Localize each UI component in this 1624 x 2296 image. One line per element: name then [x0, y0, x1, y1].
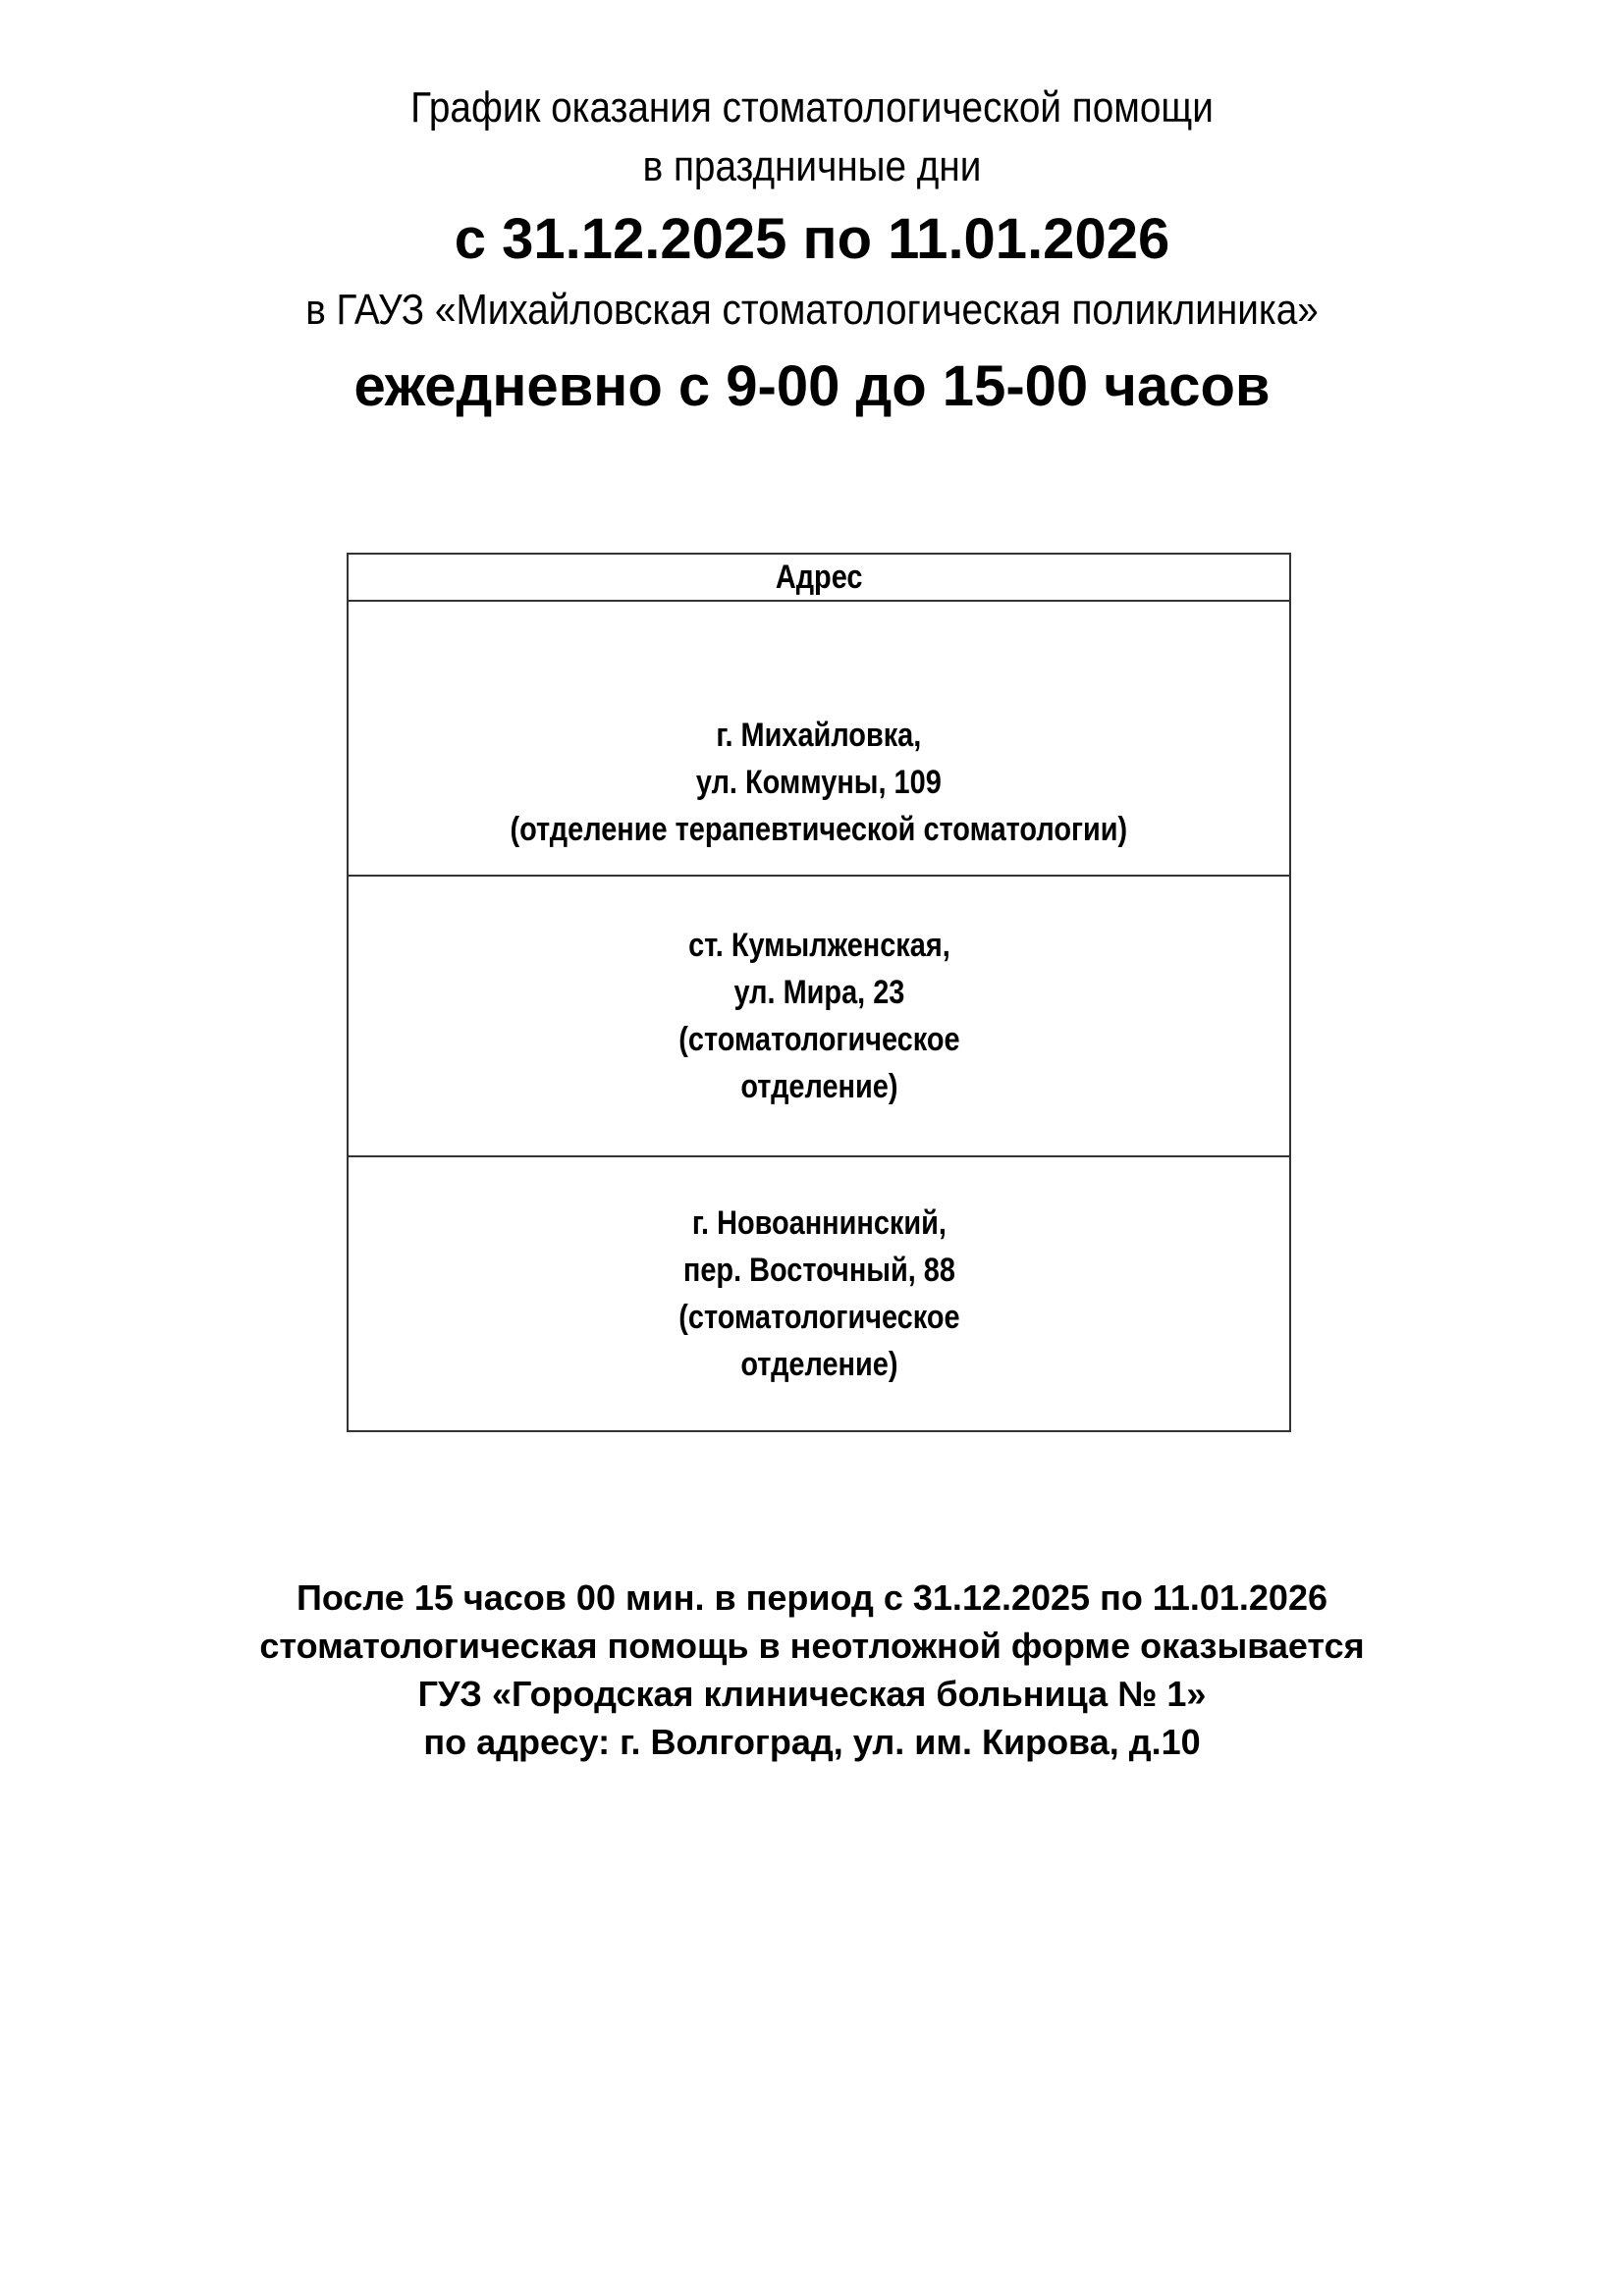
schedule-subtitle: в праздничные дни — [642, 142, 982, 190]
address-line: (стоматологическое — [677, 1299, 960, 1336]
document-header — [0, 79, 1624, 426]
table-header-row — [348, 554, 1290, 601]
address-line: (отделение терапевтической стоматологии) — [510, 811, 1128, 848]
table-row — [348, 876, 1290, 1156]
address-column-header-label: Адрес — [775, 558, 863, 596]
address-table — [347, 553, 1291, 1432]
working-hours: ежедневно с 9-00 до 15-00 часов — [353, 354, 1271, 418]
institution-name: в ГАУЗ «Михайловская стоматологическая поликлиника» — [305, 286, 1319, 334]
address-line: пер. Восточный, 88 — [682, 1252, 955, 1289]
address-line: ст. Кумылженская, — [687, 927, 950, 964]
address-line: отделение) — [739, 1068, 898, 1105]
address-text — [678, 1200, 959, 1388]
schedule-dates: с 31.12.2025 по 11.01.2026 — [454, 207, 1170, 271]
address-line: г. Новоаннинский, — [691, 1204, 947, 1242]
notice-line: по адресу: г. Волгоград, ул. им. Кирова, д.10 — [423, 1722, 1201, 1762]
address-line: ул. Мира, 23 — [733, 974, 904, 1011]
address-line: (стоматологическое — [677, 1021, 960, 1058]
notice-line: ГУЗ «Городская клиническая больница № 1» — [417, 1674, 1207, 1714]
address-text — [511, 712, 1128, 853]
address-line: г. Михайловка, — [716, 717, 922, 754]
table-row — [348, 601, 1290, 876]
address-line: отделение) — [739, 1346, 898, 1383]
notice-line: стоматологическая помощь в неотложной форме оказывается — [259, 1626, 1365, 1666]
address-line: ул. Коммуны, 109 — [696, 764, 942, 801]
table-row — [348, 1156, 1290, 1431]
address-column-header — [348, 554, 1290, 601]
address-cell — [348, 601, 1290, 876]
address-cell — [348, 1156, 1290, 1431]
notice-line: После 15 часов 00 мин. в период с 31.12.2025 по 11.01.2026 — [296, 1577, 1327, 1618]
schedule-title: График оказания стоматологической помощи — [410, 83, 1214, 132]
address-text — [678, 922, 959, 1110]
emergency-notice — [0, 1574, 1624, 1766]
address-cell — [348, 876, 1290, 1156]
